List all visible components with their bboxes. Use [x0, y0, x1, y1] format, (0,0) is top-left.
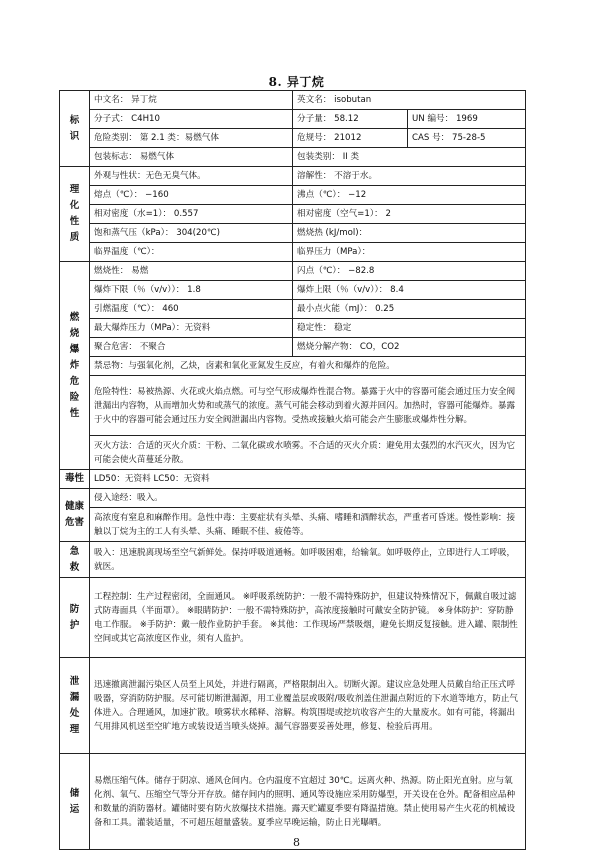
msds-table	[59, 90, 526, 850]
molecular-weight: 分子量： 58.12	[293, 110, 408, 129]
melting-point: 熔点（℃）： −160	[90, 186, 293, 205]
table-row	[60, 489, 526, 508]
section-label-physical	[60, 167, 90, 262]
storage-text: 易燃压缩气体。储存于阴凉、通风仓间内。仓内温度不宜超过 30℃。远离火种、热源。防止阳光直射。应与氧化剂、氧气、压缩空气等分开存放。储存间内的照明、通风等设施应采用防爆型，开关设在仓外。配备相应品种和数量的消防器材。罐储时要有防火放爆技术措施。露天贮罐夏季要有降温措施。禁止使用易产生火花的机械设备和工具。灌装适量，不可超压超量盛装。夏季应早晚运输，防止日光曝晒。	[90, 754, 526, 850]
health-effects: 高浓度有窒息和麻醉作用。急性中毒：主要症状有头晕、头痛、嗜睡和酒醉状态，严重者可昏迷。慢性影响：接触以丁烷为主的工人有头晕、头痛、睡眠不佳、疲倦等。	[90, 508, 526, 542]
table-row	[60, 300, 526, 319]
section-label-combustion	[60, 262, 90, 470]
section-label-char: 炸	[69, 359, 80, 371]
section-label-char: 健康	[64, 501, 84, 512]
section-label-char: 储	[69, 787, 80, 799]
table-row	[60, 91, 526, 110]
section-label-protection	[60, 578, 90, 658]
section-label-char: 护	[69, 619, 80, 631]
un-number: UN 编号： 1969	[408, 110, 526, 129]
density-air: 相对密度（空气=1）： 2	[293, 205, 526, 224]
table-row	[60, 224, 526, 243]
english-name: 英文名： isobutan	[293, 91, 526, 110]
table-row	[60, 508, 526, 542]
hazard-code: 危规号： 21012	[293, 129, 408, 148]
section-label-char: 识	[69, 130, 80, 142]
section-label-leak	[60, 658, 90, 754]
solubility: 溶解性： 不溶于水。	[293, 167, 526, 186]
table-row	[60, 357, 526, 376]
incompatibles: 禁忌物：与强氧化剂，乙炔，卤素和氧化亚氮发生反应，有着火和爆炸的危险。	[90, 357, 526, 376]
table-row	[60, 376, 526, 436]
table-row	[60, 470, 526, 489]
table-row	[60, 205, 526, 224]
section-label-char: 烧	[69, 327, 80, 339]
section-label-health	[60, 489, 90, 542]
critical-temperature: 临界温度（℃）：	[90, 243, 293, 262]
flash-point: 闪点（℃）： −82.8	[293, 262, 526, 281]
table-row	[60, 243, 526, 262]
table-row	[60, 578, 526, 658]
max-explosion-pressure: 最大爆炸压力（MPa）：无资料	[90, 319, 293, 338]
critical-pressure: 临界压力（MPa）：	[293, 243, 526, 262]
route-of-entry: 侵入途经：吸入。	[90, 489, 526, 508]
section-label-char: 理	[69, 184, 80, 195]
density-water: 相对密度（水=1）： 0.557	[90, 205, 293, 224]
decomposition-products: 燃烧分解产物： CO，CO2	[293, 338, 526, 357]
protection-text: 工程控制：生产过程密闭，全面通风。 ※呼吸系统防护：一般不需特殊防护，但建议特殊情况下，佩戴自吸过滤式防毒面具（半面罩）。 ※眼睛防护：一般不需特殊防护，高浓度接触时可戴安全防护镜。 ※身体防护：穿防静电工作服。 ※手防护：戴一般作业防护手套。 ※其他：工作现场严禁吸烟，避免长期反复接触。进入罐、限制性空间或其它高浓度区作业，须有人监护。	[90, 578, 526, 658]
molecular-formula: 分子式： C4H10	[90, 110, 293, 129]
section-label-char: 化	[69, 200, 80, 211]
package-sign: 包装标志： 易燃气体	[90, 148, 293, 167]
document-title: 8. 异丁烷	[268, 75, 325, 89]
table-row	[60, 148, 526, 167]
section-label-char: 防	[69, 603, 80, 615]
section-label-char: 爆	[69, 343, 80, 355]
section-label-char: 运	[69, 803, 80, 815]
heat-of-combustion: 燃烧热 (kJ/mol)：	[293, 224, 526, 243]
section-label-char: 性	[69, 407, 80, 419]
appearance: 外观与性状：无色无臭气体。	[90, 167, 293, 186]
section-label-char: 燃	[69, 311, 80, 323]
table-row	[60, 110, 526, 129]
section-label-char: 危害	[64, 517, 84, 528]
polymerization-hazard: 聚合危害： 不聚合	[90, 338, 293, 357]
section-label-char: 险	[69, 391, 80, 403]
table-row	[60, 542, 526, 578]
hazard-class: 危险类别： 第 2.1 类：易燃气体	[90, 129, 293, 148]
stability: 稳定性： 稳定	[293, 319, 526, 338]
min-ignition-energy: 最小点火能（mJ）： 0.25	[293, 300, 526, 319]
section-label-char: 泄	[69, 675, 80, 687]
section-label-char: 救	[69, 561, 80, 573]
section-label-char: 质	[69, 232, 80, 243]
ignition-temperature: 引燃温度（℃）： 460	[90, 300, 293, 319]
toxicity-values: LD50：无资料 LC50：无资料	[90, 470, 526, 489]
page-number: 8	[293, 836, 300, 849]
chinese-name: 中文名： 异丁烷	[90, 91, 293, 110]
flammability: 燃烧性： 易燃	[90, 262, 293, 281]
section-label-identification	[60, 91, 90, 167]
table-row	[60, 281, 526, 300]
section-label-char: 危	[69, 375, 80, 387]
section-label-char: 性	[69, 216, 80, 227]
table-row	[60, 129, 526, 148]
section-label-char: 标	[69, 114, 80, 126]
section-label-char: 漏	[69, 691, 80, 703]
section-label-first-aid	[60, 542, 90, 578]
hazard-features: 危险特性：易被热源、火花或火焰点燃。可与空气形成爆炸性混合物。暴露于火中的容器可能会通过压力安全阀泄漏出内容物，从而增加火势和或蒸气的浓度。蒸气可能会移动到着火源并回闪。加热时，容器可能爆炸。暴露于火中的容器可能会通过压力安全阀泄漏出内容物。受热或接触火焰可能会产生膨胀或爆炸性分解。	[90, 376, 526, 436]
table-row	[60, 338, 526, 357]
upper-explosion-limit: 爆炸上限（％（v/v））： 8.4	[293, 281, 526, 300]
table-row	[60, 658, 526, 754]
table-row	[60, 167, 526, 186]
boiling-point: 沸点（℃）： −12	[293, 186, 526, 205]
extinguishing-methods: 灭火方法：合适的灭火介质：干粉、二氧化碳或水喷雾。不合适的灭火介质：避免用太强烈的水汽灭火，因为它可能会使火苗蔓延分散。	[90, 436, 526, 470]
section-label-char: 处	[69, 707, 80, 719]
leak-handling-text: 迅速撤离泄漏污染区人员至上风处，并进行隔离，严格限制出入。切断火源。建议应急处理人员戴自给正压式呼吸器，穿消防防护服。尽可能切断泄漏源，用工业覆盖层或吸附/吸收剂盖住泄漏点附近的下水道等地方，防止气体进入。合理通风，加速扩散。喷雾状水稀释、溶解。构筑围堤或挖坑收容产生的大量废水。如有可能，将漏出气用排风机送至空旷地方或装设适当喷头烧掉。漏气容器要妥善处理，修复、检验后再用。	[90, 658, 526, 754]
table-row	[60, 262, 526, 281]
first-aid-text: 吸入：迅速脱离现场至空气新鲜处。保持呼吸道通畅。如呼吸困难，给输氧。如呼吸停止，立即进行人工呼吸，就医。	[90, 542, 526, 578]
cas-number: CAS 号： 75-28-5	[408, 129, 526, 148]
section-label-char: 理	[69, 723, 80, 735]
table-row	[60, 436, 526, 470]
table-row	[60, 186, 526, 205]
section-label-char: 急	[69, 545, 80, 557]
table-row	[60, 319, 526, 338]
vapor-pressure: 饱和蒸气压（kPa）： 304(20℃)	[90, 224, 293, 243]
lower-explosion-limit: 爆炸下限（％（v/v））： 1.8	[90, 281, 293, 300]
package-category: 包装类别： II 类	[293, 148, 526, 167]
section-label-toxicity: 毒性	[60, 470, 90, 489]
